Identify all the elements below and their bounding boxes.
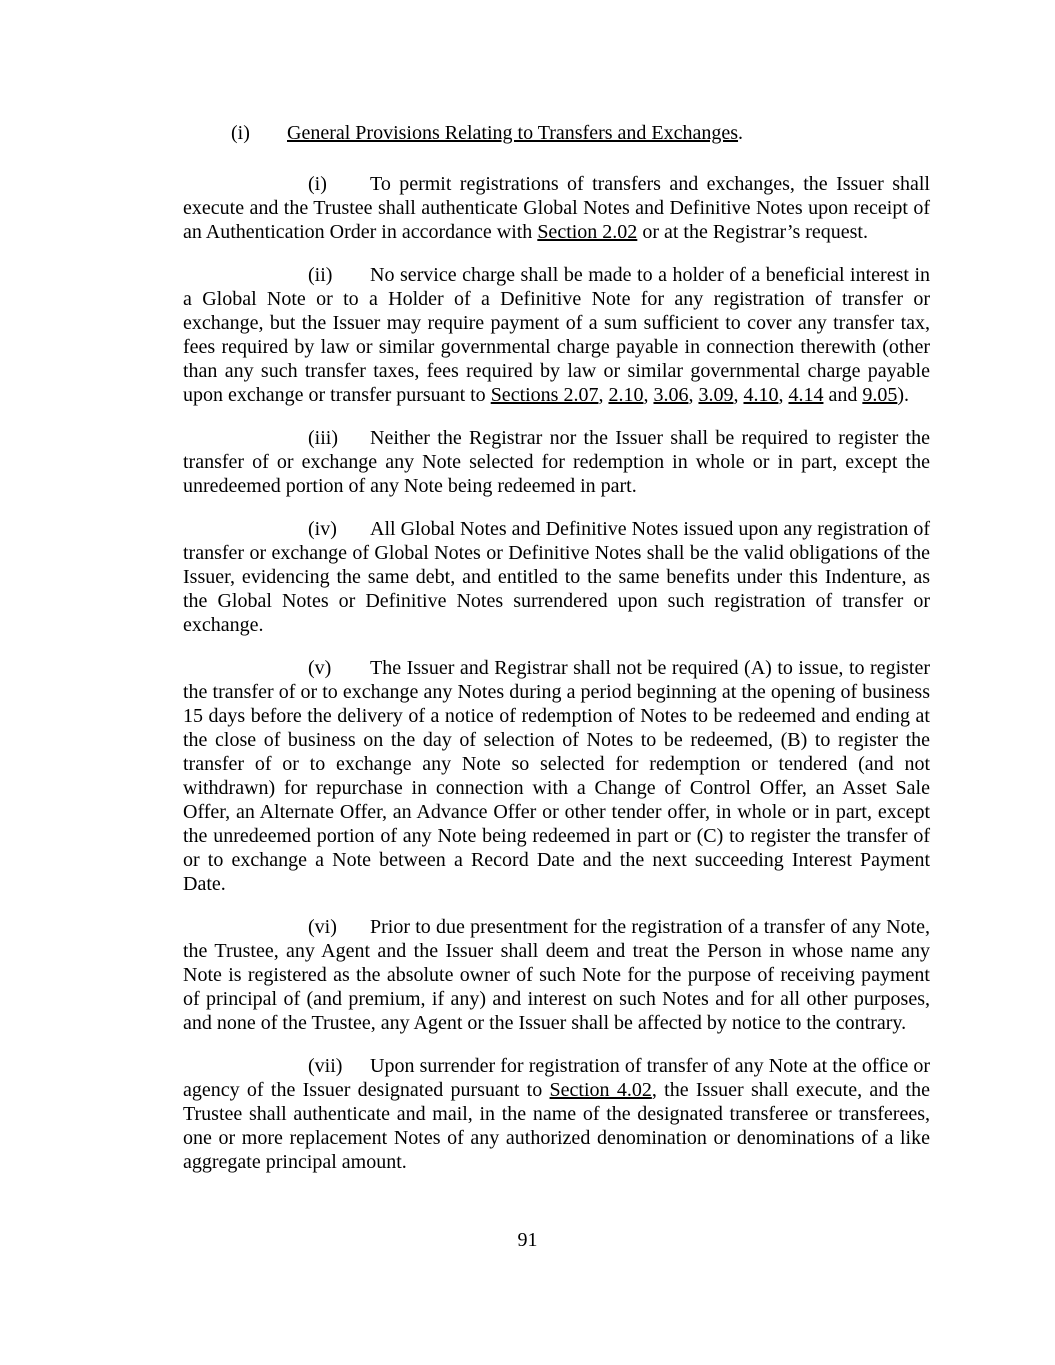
section-heading	[183, 121, 930, 145]
paragraph-vi	[183, 915, 930, 1035]
paragraph-v	[183, 656, 930, 896]
section-reference: 3.06	[653, 384, 689, 406]
paragraph-label: (vii)	[308, 1055, 343, 1077]
paragraph-label: (vi)	[308, 916, 337, 938]
text-segment: Neither the Registrar nor the Issuer shall be required to register the transfer of or exchange any Note selected for redemption in whole or in part, except the unredeemed portion of any Note being redeemed in part.	[183, 427, 930, 497]
text-segment: To permit registrations of transfers and exchanges, the Issuer shall execute and the Trustee shall authenticate Global Notes and Definitive Notes upon receipt of an Authentication Order in accordance with	[183, 173, 930, 243]
text-segment: , the Issuer shall execute, and the Trustee shall authenticate and mail, in the name of the designated transferee or transferees, one or more replacement Notes of any authorized denomination or denominations of a like aggregate principal amount.	[183, 1079, 930, 1173]
section-reference: Section 2.02	[537, 221, 638, 243]
paragraph-ii	[183, 263, 930, 407]
paragraph-vii	[183, 1054, 930, 1174]
text-segment: ,	[643, 384, 654, 406]
section-reference: Section 4.02	[549, 1079, 652, 1101]
heading-title: General Provisions Relating to Transfers and Exchanges	[287, 122, 739, 144]
paragraph-label: (iii)	[308, 427, 338, 449]
text-segment: ,	[778, 384, 789, 406]
paragraph-label: (iv)	[308, 518, 337, 540]
section-reference: 3.09	[698, 384, 734, 406]
document-body	[183, 121, 930, 1193]
text-segment: ,	[733, 384, 744, 406]
heading-label: (i)	[231, 122, 250, 144]
section-reference: 2.10	[608, 384, 644, 406]
section-reference: 4.14	[788, 384, 824, 406]
text-segment: No service charge shall be made to a holder of a beneficial interest in a Global Note or to a Holder of a Definitive Note for any registration of transfer or exchange, but the Issuer may require payment of a sum sufficient to cover any transfer tax, fees required by law or similar governmental charge payable in connection therewith (other than any such transfer taxes, fees required by law or similar governmental charge payable upon exchange or transfer pursuant to	[183, 264, 930, 406]
section-reference: 9.05	[862, 384, 898, 406]
text-segment: ).	[897, 384, 910, 406]
text-segment: All Global Notes and Definitive Notes issued upon any registration of transfer or exchange of Global Notes or Definitive Notes shall be the valid obligations of the Issuer, evidencing the same debt, and entitled to the same benefits under this Indenture, as the Global Notes or Definitive Notes surrendered upon such registration of transfer or exchange.	[183, 518, 930, 636]
section-reference: 4.10	[743, 384, 779, 406]
text-segment: ,	[688, 384, 699, 406]
text-segment: ,	[598, 384, 609, 406]
paragraph-i	[183, 172, 930, 244]
text-segment: Upon surrender for registration of transfer of any Note at the office or agency of the Issuer designated pursuant to	[183, 1055, 930, 1101]
text-segment: or at the Registrar’s request.	[637, 221, 868, 243]
text-segment: and	[823, 384, 863, 406]
text-segment: Prior to due presentment for the registration of a transfer of any Note, the Trustee, any Agent and the Issuer shall deem and treat the Person in whose name any Note is registered as the absolute owner of such Note for the purpose of receiving payment of principal of (and premium, if any) and interest on such Notes and for all other purposes, and none of the Trustee, any Agent or the Issuer shall be affected by notice to the contrary.	[183, 916, 930, 1034]
section-reference: Sections 2.07	[490, 384, 599, 406]
text-segment: The Issuer and Registrar shall not be required (A) to issue, to register the transfer of or to exchange any Notes during a period beginning at the opening of business 15 days before the delivery of a notice of redemption of Notes to be redeemed and ending at the close of business on the day of selection of Notes to be redeemed, (B) to register the transfer of or to exchange any Note so selected for redemption or tendered (and not withdrawn) for repurchase in connection with a Change of Control Offer, an Asset Sale Offer, an Alternate Offer, an Advance Offer or other tender offer, in whole or in part, except the unredeemed portion of any Note being redeemed in part or (C) to register the transfer of or to exchange a Note between a Record Date and the next succeeding Interest Payment Date.	[183, 657, 930, 895]
paragraph-iv	[183, 517, 930, 637]
paragraph-label: (ii)	[308, 264, 333, 286]
heading-period: .	[738, 122, 744, 144]
paragraph-label: (i)	[308, 173, 327, 195]
paragraph-iii	[183, 426, 930, 498]
page-number: 91	[517, 1229, 538, 1251]
paragraph-label: (v)	[308, 657, 332, 679]
